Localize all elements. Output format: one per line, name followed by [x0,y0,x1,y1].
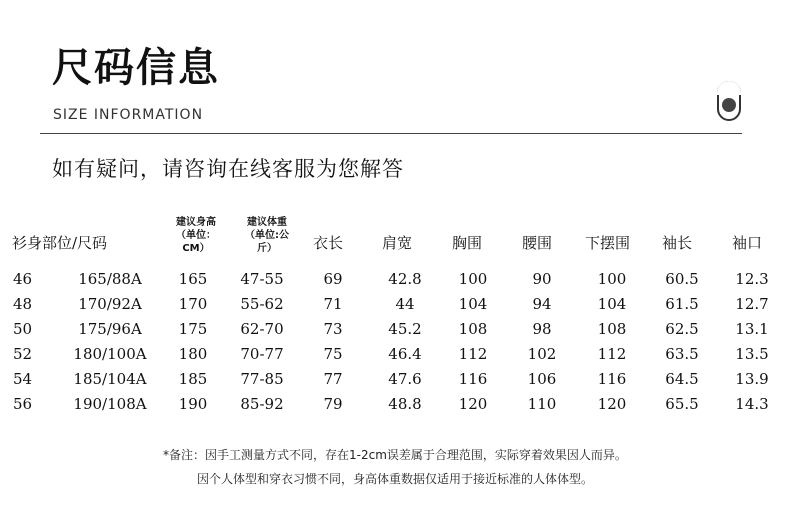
footnote-line-2: 因个人体型和穿衣习惯不同，身高体重数据仅适用于接近标准的人体体型。 [196,472,593,486]
table-cell: 98 [532,320,552,338]
table-cell: 94 [532,295,552,313]
table-cell: 55-62 [240,295,284,313]
table-cell: 61.5 [665,295,699,313]
column-header: 建议体重 （单位:公 斤） [245,217,289,254]
page-subtitle: SIZE INFORMATION [53,107,204,123]
table-cell: 106 [527,370,557,388]
table-cell: 75 [323,345,343,363]
table-cell: 85-92 [240,395,284,413]
footnote-line-1: *备注：因手工测量方式不同，存在1-2cm误差属于合理范围，实际穿着效果因人而异。 [163,448,627,462]
table-cell: 185 [178,370,208,388]
table-cell: 71 [323,295,343,313]
table-cell: 90 [532,270,552,288]
size-code-cell: 52 [13,345,33,363]
table-cell: 73 [323,320,343,338]
page-title: 尺码信息 [52,45,220,91]
table-cell: 13.9 [735,370,769,388]
table-cell: 13.1 [735,320,769,338]
table-cell: 62-70 [240,320,284,338]
column-header: 建议身高 （单位： CM） [176,217,216,254]
table-cell: 100 [458,270,488,288]
size-code-cell: 46 [13,270,33,288]
table-cell: 12.7 [735,295,769,313]
table-cell: 69 [323,270,343,288]
size-code-cell: 54 [13,370,33,388]
column-header: 下摆围 [585,234,631,252]
table-cell: 60.5 [665,270,699,288]
table-cell: 48.8 [388,395,422,413]
column-header: 肩宽 [382,234,413,252]
table-cell: 116 [458,370,488,388]
table-cell: 120 [597,395,627,413]
column-header: 腰围 [522,234,553,252]
table-cell: 63.5 [665,345,699,363]
table-cell: 108 [458,320,488,338]
customer-service-notice: 如有疑问，请咨询在线客服为您解答 [52,157,404,181]
table-cell: 175 [178,320,208,338]
table-cell: 180/100A [73,345,147,363]
table-cell: 165 [178,270,208,288]
table-cell: 170/92A [78,295,142,313]
size-code-cell: 48 [13,295,33,313]
table-cell: 65.5 [665,395,699,413]
table-cell: 47-55 [240,270,284,288]
size-code-cell: 56 [13,395,33,413]
table-cell: 108 [597,320,627,338]
table-cell: 70-77 [240,345,284,363]
header-divider [40,133,742,134]
table-cell: 165/88A [78,270,142,288]
column-header: 胸围 [452,234,483,252]
table-cell: 45.2 [388,320,422,338]
table-cell: 120 [458,395,488,413]
table-cell: 42.8 [388,270,422,288]
table-cell: 104 [458,295,488,313]
table-cell: 62.5 [665,320,699,338]
table-cell: 180 [178,345,208,363]
table-cell: 79 [323,395,343,413]
table-cell: 112 [597,345,627,363]
table-cell: 190/108A [73,395,147,413]
table-cell: 46.4 [388,345,422,363]
table-cell: 44 [395,295,415,313]
column-header: 衫身部位/尺码 [12,234,108,252]
table-cell: 13.5 [735,345,769,363]
table-cell: 77 [323,370,343,388]
column-header: 袖长 [662,234,693,252]
column-header: 衣长 [313,234,344,252]
table-cell: 47.6 [388,370,422,388]
table-cell: 77-85 [240,370,284,388]
table-cell: 12.3 [735,270,769,288]
size-code-cell: 50 [13,320,33,338]
table-cell: 185/104A [73,370,147,388]
table-cell: 190 [178,395,208,413]
table-cell: 100 [597,270,627,288]
table-cell: 112 [458,345,488,363]
table-cell: 116 [597,370,627,388]
table-cell: 110 [527,395,557,413]
table-cell: 175/96A [78,320,142,338]
table-cell: 102 [527,345,557,363]
table-cell: 104 [597,295,627,313]
table-cell: 14.3 [735,395,769,413]
table-cell: 170 [178,295,208,313]
table-cell: 64.5 [665,370,699,388]
column-header: 袖口 [732,234,763,252]
toggle-icon [717,81,741,121]
